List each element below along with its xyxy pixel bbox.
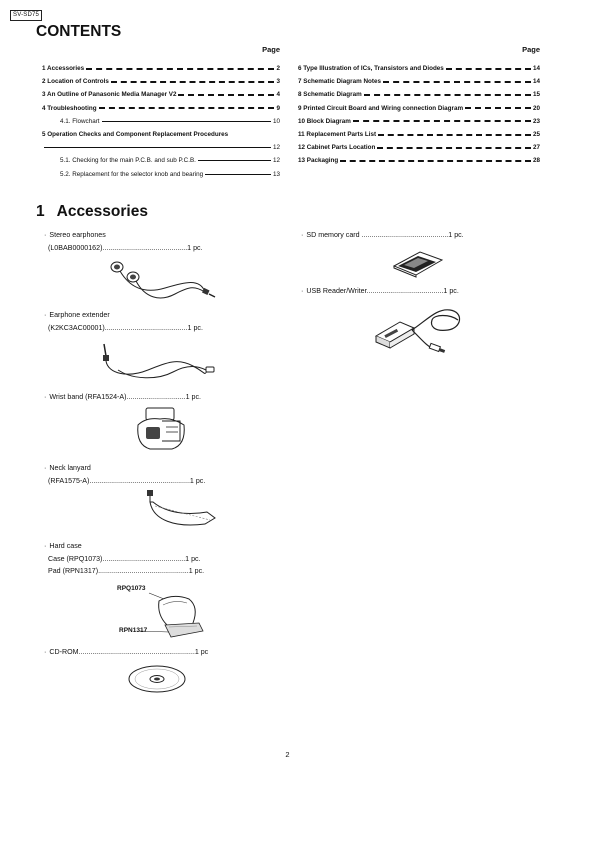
- accessory-usb-reader: [301, 286, 459, 299]
- accessory-name: Stereo earphones: [49, 231, 106, 239]
- model-tag: SV-SD75: [10, 10, 42, 21]
- usb-reader-image: [372, 300, 467, 360]
- toc-entry-page: 27: [532, 144, 540, 152]
- toc-entry-page: 25: [532, 131, 540, 139]
- hard-case-figure: [117, 585, 207, 645]
- toc-entry-title: 13 Packaging: [298, 157, 339, 165]
- toc-entry: [42, 62, 280, 75]
- toc-entry-page: 14: [532, 78, 540, 86]
- toc-entry-title: 11 Replacement Parts List: [298, 131, 377, 139]
- toc-leader: [86, 68, 274, 70]
- toc-entry-page: 15: [532, 91, 540, 99]
- accessory-name: Wrist band (RFA1524-A)..............................1 pc.: [49, 393, 202, 401]
- toc-entry-title: 9 Printed Circuit Board and Wiring connection Diagram: [298, 104, 464, 112]
- toc-entry: [298, 75, 540, 88]
- toc-entry: [298, 154, 540, 167]
- toc-entry: [42, 115, 280, 128]
- toc-entry-title: 4 Troubleshooting: [42, 104, 97, 112]
- accessory-name: CD-ROM...........................................................1 pc: [49, 648, 209, 656]
- accessory-wrist-band: [44, 392, 201, 405]
- toc-entry-title: 7 Schematic Diagram Notes: [298, 78, 381, 86]
- bullet: ·: [44, 542, 47, 550]
- toc-entry-title: 8 Schematic Diagram: [298, 91, 362, 99]
- accessory-pad-line: Pad (RPN1317)..............................................1 pc.: [48, 567, 205, 575]
- toc-right-list: [298, 62, 540, 168]
- toc-entry-page: 28: [532, 157, 540, 165]
- accessory-name: SD memory card ............................................1 pc.: [306, 231, 464, 239]
- toc-leader: [44, 147, 271, 148]
- accessory-detail: (RFA1575-A)...................................................1 pc.: [48, 476, 206, 485]
- accessory-name: USB Reader/Writer.......................................1 pc.: [306, 287, 459, 295]
- accessory-name: Neck lanyard: [49, 464, 91, 472]
- toc-left-column: [42, 45, 280, 181]
- toc-entry-page: 12: [272, 157, 280, 165]
- bullet: ·: [44, 464, 47, 472]
- section-title: [36, 203, 148, 221]
- toc-leader: [377, 147, 531, 149]
- toc-entry: [298, 102, 540, 115]
- toc-entry: [42, 154, 280, 167]
- bullet: ·: [44, 648, 47, 656]
- toc-leader: [111, 81, 275, 83]
- toc-entry: [298, 128, 540, 141]
- hard-case-image: [117, 585, 207, 645]
- accessory-name: Earphone extender: [49, 311, 110, 319]
- earphones-image: [105, 258, 220, 308]
- toc-leader: [465, 107, 531, 109]
- bullet: ·: [44, 393, 47, 401]
- toc-entry-title: 5 Operation Checks and Component Replacement Procedures: [42, 131, 229, 139]
- toc-entry: [42, 141, 280, 154]
- toc-entry-page: 3: [276, 78, 280, 86]
- toc-page-header: Page: [262, 45, 280, 54]
- toc-entry: [298, 115, 540, 128]
- toc-leader: [99, 107, 275, 109]
- toc-entry-page: 10: [272, 117, 280, 125]
- toc-entry-title: 12 Cabinet Parts Location: [298, 144, 376, 152]
- bullet: ·: [301, 231, 304, 239]
- toc-leader: [353, 120, 531, 122]
- toc-leader: [364, 94, 531, 96]
- earphone-extender-image: [98, 340, 218, 385]
- toc-entry-title: 10 Block Diagram: [298, 117, 351, 125]
- toc-entry: [42, 168, 280, 181]
- toc-entry-title: 5.1. Checking for the main P.C.B. and sub P.C.B.: [60, 157, 196, 165]
- toc-entry: [42, 128, 280, 141]
- accessory-stereo-earphones: [44, 230, 203, 255]
- toc-leader: [205, 174, 271, 175]
- neck-lanyard-image: [135, 488, 225, 533]
- accessory-hard-case: [44, 541, 204, 579]
- toc-entry-title: 2 Location of Controls: [42, 78, 109, 86]
- section-number: 1: [36, 203, 45, 220]
- toc-entry-page: 9: [276, 104, 280, 112]
- toc-entry: [298, 88, 540, 101]
- toc-entry-page: 12: [272, 144, 280, 152]
- page-number: [0, 750, 595, 759]
- toc-entry: [42, 88, 280, 101]
- section-title-text: Accessories: [56, 203, 148, 220]
- wrist-band-image: [132, 405, 192, 455]
- toc-entry: [298, 62, 540, 75]
- page-number-text: 2: [285, 750, 290, 759]
- toc-entry-page: 2: [276, 65, 280, 73]
- bullet: ·: [44, 311, 47, 319]
- toc-leader: [178, 94, 274, 96]
- accessory-name: Hard case: [49, 542, 82, 550]
- toc-entry-title: 5.2. Replacement for the selector knob and bearing: [60, 170, 204, 178]
- toc-left-list: [42, 62, 280, 181]
- toc-entry: [298, 141, 540, 154]
- cd-rom-image: [127, 664, 187, 694]
- toc-entry-title: 6 Type Illustration of ICs, Transistors and Diodes: [298, 65, 444, 73]
- bullet: ·: [44, 231, 47, 239]
- toc-leader: [383, 81, 531, 83]
- sd-card-image: [390, 248, 445, 278]
- toc-leader: [378, 134, 531, 136]
- toc-entry-page: 13: [272, 170, 280, 178]
- toc-entry-title: 1 Accessories: [42, 65, 85, 73]
- accessory-cd-rom: [44, 647, 208, 660]
- toc-right-column: [298, 45, 540, 168]
- toc-page-header: Page: [522, 45, 540, 54]
- toc-leader: [446, 68, 531, 70]
- accessory-sd-card: [301, 230, 464, 243]
- toc-entry-page: 23: [532, 117, 540, 125]
- toc-entry-title: 4.1. Flowchart: [60, 117, 100, 125]
- accessory-detail: (L0BAB0000162)...........................................1 pc.: [48, 243, 203, 252]
- case-label: RPQ1073: [117, 585, 146, 592]
- toc-entry-page: 20: [532, 104, 540, 112]
- bullet: ·: [301, 287, 304, 295]
- toc-entry-title: 3 An Outline of Panasonic Media Manager V2: [42, 91, 177, 99]
- toc-entry: [42, 75, 280, 88]
- toc-entry-page: 14: [532, 65, 540, 73]
- accessory-neck-lanyard: [44, 463, 205, 488]
- toc-entry: [42, 102, 280, 115]
- accessory-earphone-extender: [44, 310, 203, 335]
- toc-leader: [340, 160, 531, 162]
- contents-title: CONTENTS: [36, 23, 122, 40]
- toc-leader: [102, 121, 271, 122]
- toc-entry-page: 4: [276, 91, 280, 99]
- pad-label: RPN1317: [119, 627, 148, 634]
- accessory-detail: (K2KC3AC00001)..........................................1 pc.: [48, 323, 203, 332]
- toc-leader: [198, 160, 271, 161]
- accessory-case-line: Case (RPQ1073)..........................................1 pc.: [48, 554, 201, 563]
